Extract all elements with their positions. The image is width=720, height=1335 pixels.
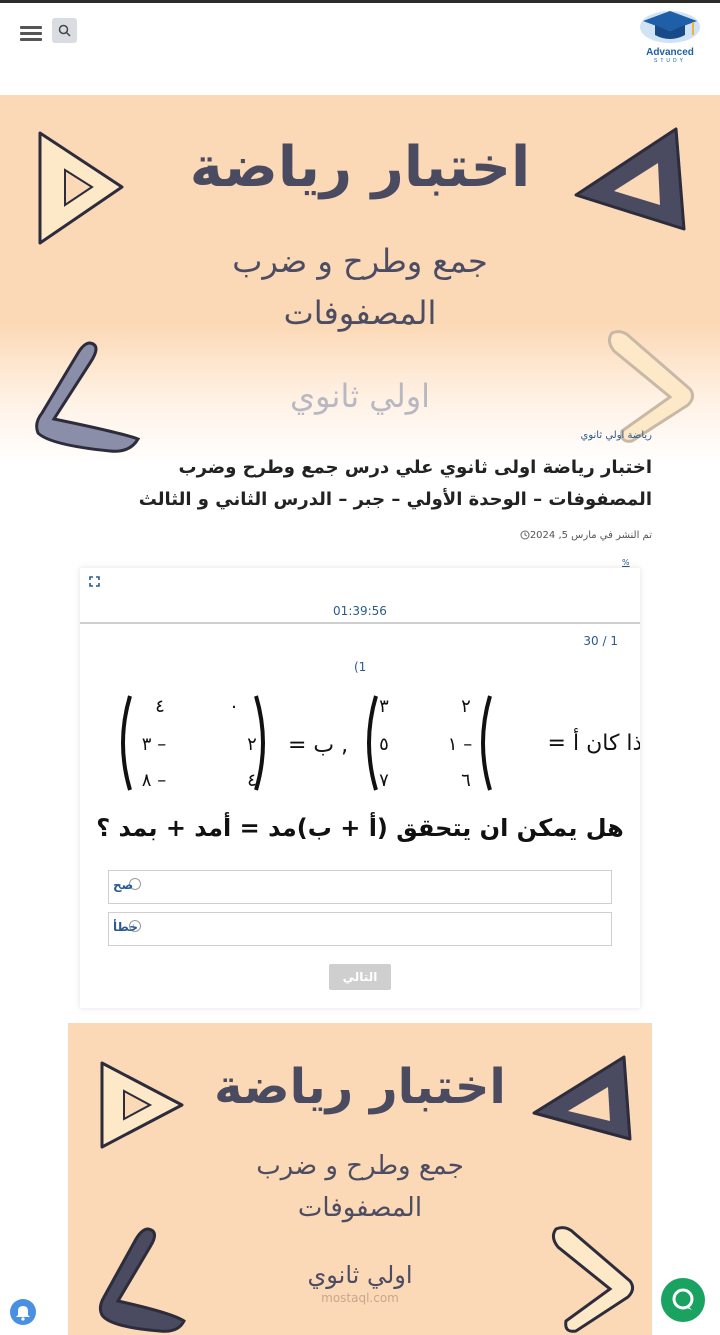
hero-subtitle	[0, 235, 720, 339]
site-header	[0, 3, 720, 95]
matrix-a-cell: ٧	[379, 770, 389, 791]
hero-title: اختبار رياضة	[189, 135, 531, 200]
matrix-b-cell: ٣ –	[141, 734, 167, 755]
matrix-b-cell: ٤	[247, 770, 257, 791]
post-date-text: تم النشر في مارس 5, 2024	[529, 530, 652, 541]
chat-bubble-icon	[661, 1278, 705, 1322]
hero-subtitle-line1: جمع وطرح و ضرب	[232, 242, 488, 280]
answer-label: صح	[113, 878, 134, 892]
post-category-link[interactable]: رياضة اولي ثانوي	[580, 430, 652, 441]
matrix-b-label: , ب =	[287, 733, 349, 758]
matrix-b-cell: ٢	[247, 734, 257, 755]
clock-icon	[520, 530, 530, 540]
matrix-a-cell: ٣	[379, 696, 389, 717]
answer-option-true[interactable]	[108, 870, 612, 904]
answer-label: خطأ	[113, 920, 138, 934]
chat-button[interactable]	[661, 1278, 705, 1322]
hero-grade: اولي ثانوي	[289, 377, 431, 415]
next-button[interactable]: التالي	[329, 964, 391, 990]
post-title: اختبار رياضة اولى ثانوي علي درس جمع وطرح وضرب المصفوفات – الوحدة الأولي – جبر – الدرس الثاني و الثالث	[138, 457, 652, 510]
question-number: (1	[354, 660, 367, 674]
matrix-a-cell: ٦	[461, 770, 471, 791]
post-date	[514, 530, 652, 541]
matrix-equation	[80, 688, 640, 798]
progress-percent: %	[622, 558, 630, 567]
matrix-b-cell: ٠	[229, 696, 239, 717]
matrix-a-cell: ٥	[379, 734, 389, 755]
answer-option-false[interactable]	[108, 912, 612, 946]
search-icon	[58, 24, 71, 37]
logo-brand: Advanced	[646, 47, 694, 58]
question-intro: اذا كان أ =	[547, 731, 640, 756]
quiz-container	[80, 568, 640, 1008]
watermark: mostaql.com	[321, 1291, 399, 1305]
hamburger-menu-icon[interactable]	[20, 23, 42, 41]
question-matrices	[80, 688, 640, 798]
quiz-timer: 01:39:56	[333, 604, 387, 618]
promo-subtitle-line2: المصفوفات	[297, 1193, 423, 1223]
promo-grade: اولي ثانوي	[307, 1261, 413, 1289]
site-logo[interactable]	[630, 7, 710, 63]
featured-image	[0, 95, 720, 465]
bell-icon	[10, 1299, 36, 1325]
question-text: هل يمكن ان يتحقق (أ + ب)مد = أمد + بمد ؟	[96, 814, 624, 842]
logo-subtitle: STUDY	[654, 58, 686, 64]
matrix-a-cell: ٢	[461, 696, 471, 717]
matrix-a-cell: ١ –	[447, 734, 473, 755]
matrix-b-cell: ٤	[155, 696, 165, 717]
matrix-b-cell: ٨ –	[141, 770, 167, 791]
fullscreen-icon[interactable]	[89, 576, 100, 587]
notification-bell-button[interactable]	[10, 1299, 36, 1325]
quiz-divider	[80, 622, 640, 624]
search-button[interactable]	[52, 18, 77, 43]
graduation-cap-icon	[635, 7, 705, 45]
promo-title: اختبار رياضة	[214, 1059, 506, 1115]
promo-subtitle	[68, 1145, 652, 1229]
promo-image	[68, 1023, 652, 1335]
question-counter: 30 / 1	[583, 634, 618, 648]
hero-subtitle-line2: المصفوفات	[283, 294, 437, 332]
promo-subtitle-line1: جمع وطرح و ضرب	[256, 1151, 464, 1181]
